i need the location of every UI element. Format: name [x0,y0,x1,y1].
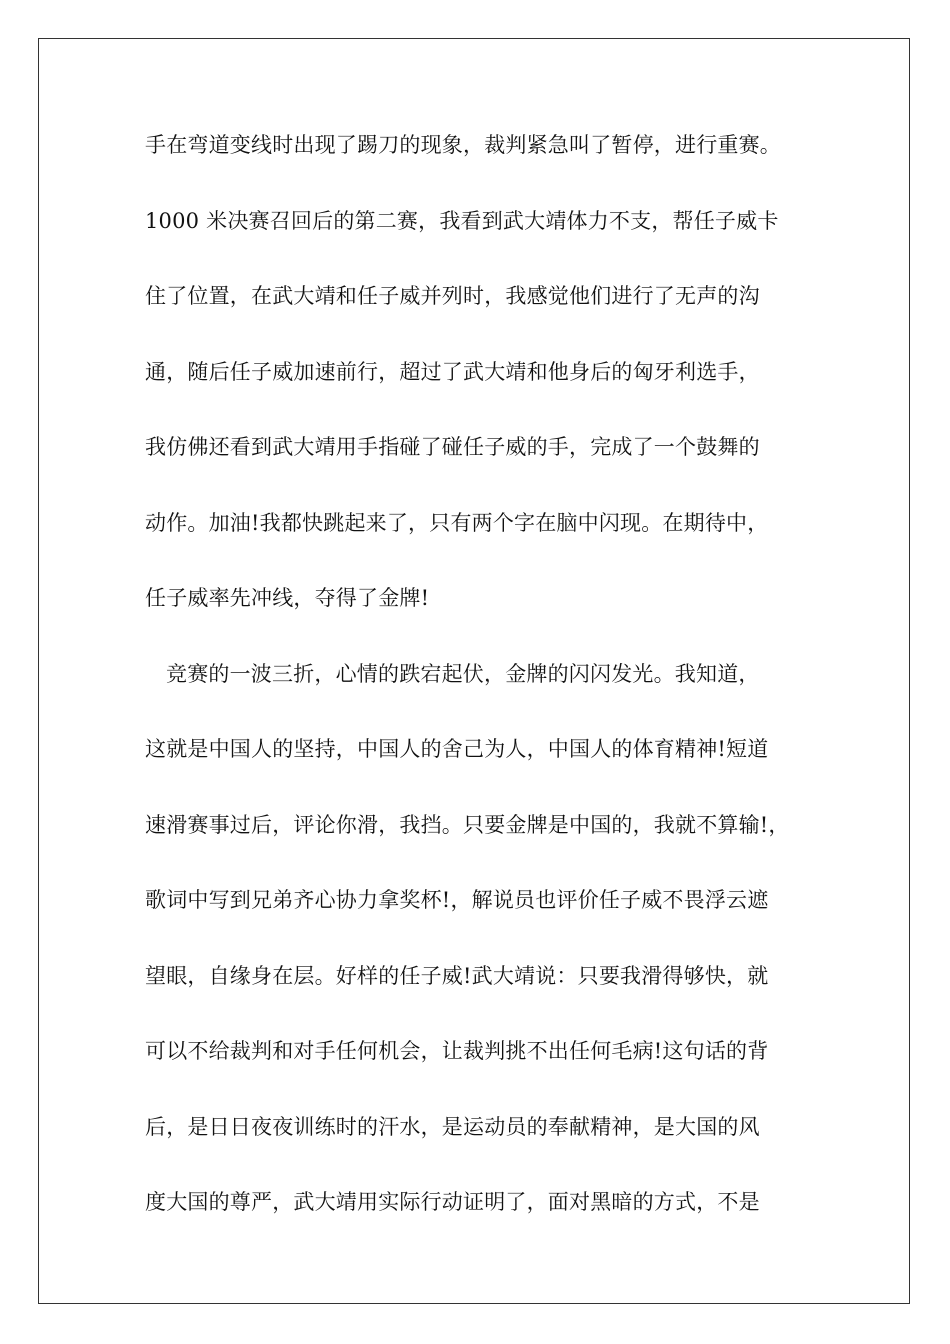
text-line: 这就是中国人的坚持，中国人的舍己为人，中国人的体育精神!短道 [145,737,769,761]
text-line: 速滑赛事过后，评论你滑，我挡。只要金牌是中国的，我就不算输!， [145,812,790,837]
text-line: 住了位置，在武大靖和任子威并列时，我感觉他们进行了无声的沟 [145,284,760,308]
text-line: 歌词中写到兄弟齐心协力拿奖杯!，解说员也评价任子威不畏浮云遮 [145,888,769,912]
text-line: 任子威率先冲线，夺得了金牌! [145,586,430,610]
text-line: 动作。加油!我都快跳起来了，只有两个字在脑中闪现。在期待中， [145,510,769,535]
text-line: 通，随后任子威加速前行，超过了武大靖和他身后的匈牙利选手， [145,359,760,384]
text-line: 我仿佛还看到武大靖用手指碰了碰任子威的手，完成了一个鼓舞的 [145,435,760,459]
text-line: 度大国的尊严，武大靖用实际行动证明了，面对黑暗的方式，不是 [145,1190,760,1214]
text-line: 1000 米决赛召回后的第二赛，我看到武大靖体力不支，帮任子威卡 [145,208,779,233]
text-line: 后，是日日夜夜训练时的汗水，是运动员的奉献精神，是大国的风 [145,1114,760,1139]
text-line: 手在弯道变线时出现了踢刀的现象，裁判紧急叫了暂停，进行重赛。 [145,133,781,157]
text-line: 望眼，自缘身在层。好样的任子威!武大靖说：只要我滑得够快，就 [145,963,769,988]
document-body [145,134,825,1267]
paragraph-start-line: 竞赛的一波三折，心情的跌宕起伏，金牌的闪闪发光。我知道， [166,661,760,686]
text-line: 可以不给裁判和对手任何机会，让裁判挑不出任何毛病!这句话的背 [145,1039,769,1063]
